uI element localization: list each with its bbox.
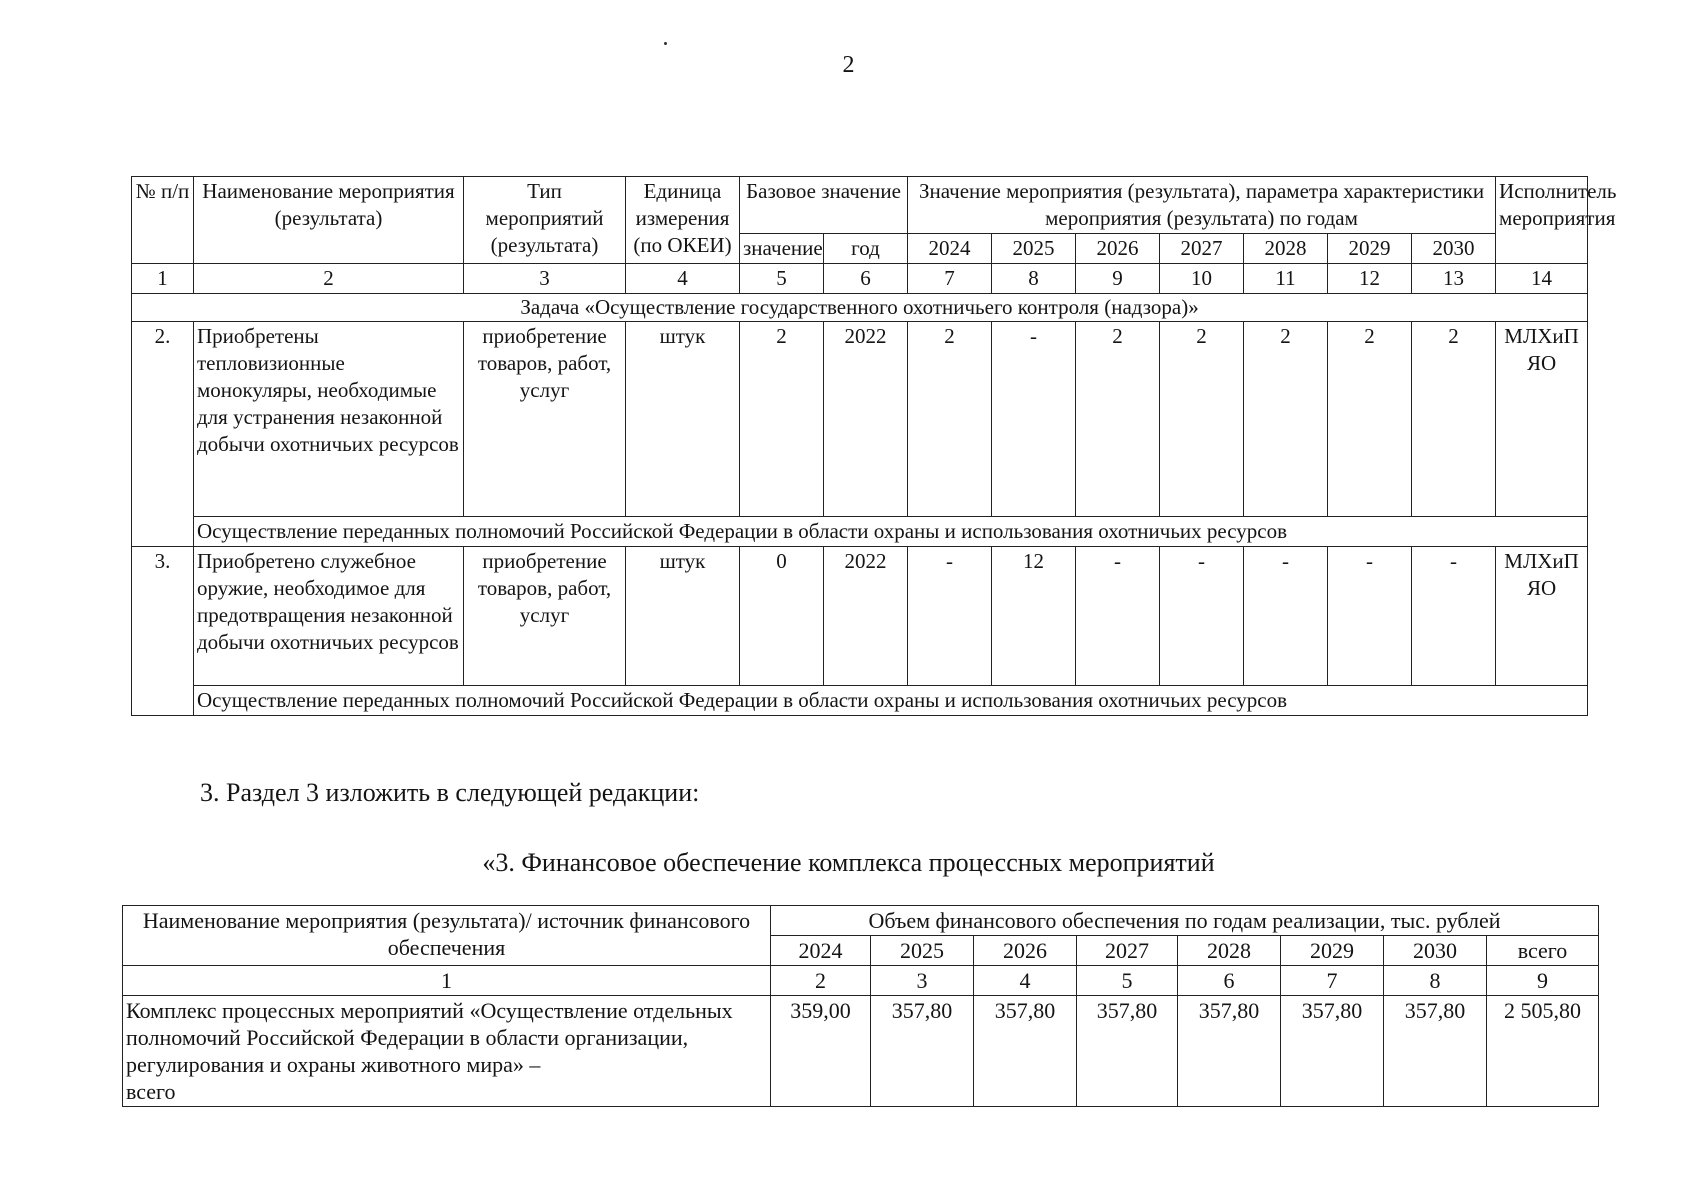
col-header-year: 2029: [1328, 234, 1412, 264]
column-number: 1: [123, 966, 771, 996]
col-header-year: 2027: [1160, 234, 1244, 264]
finance-col-header-year: 2029: [1281, 936, 1384, 966]
finance-value: 357,80: [1178, 996, 1281, 1107]
row-base-year: 2022: [824, 547, 908, 686]
finance-header-row-1: [123, 906, 1599, 936]
column-number: 12: [1328, 264, 1412, 294]
column-number-row: [132, 264, 1588, 294]
column-number: 5: [740, 264, 824, 294]
task-title: Задача «Осуществление государственного охотничьего контроля (надзора)»: [132, 294, 1588, 322]
col-header-name: Наименование мероприятия (результата): [194, 177, 464, 264]
row-executor: МЛХиП ЯО: [1496, 547, 1588, 686]
row-value: -: [908, 547, 992, 686]
row-executor: МЛХиП ЯО: [1496, 322, 1588, 517]
column-number: 11: [1244, 264, 1328, 294]
table-row-note: [132, 517, 1588, 547]
finance-value: 357,80: [1281, 996, 1384, 1107]
table-row-note: [132, 686, 1588, 716]
finance-value: 357,80: [871, 996, 974, 1107]
col-header-year: 2025: [992, 234, 1076, 264]
col-header-executor: Исполнитель мероприятия: [1496, 177, 1588, 264]
row-base-year: 2022: [824, 322, 908, 517]
column-number: 10: [1160, 264, 1244, 294]
finance-column-number-row: [123, 966, 1599, 996]
column-number: 3: [871, 966, 974, 996]
row-name: Приобретены тепловизионные монокуляры, необходимые для устранения незаконной добычи охотничьих ресурсов: [194, 322, 464, 517]
row-value: -: [1412, 547, 1496, 686]
row-value: 2: [1160, 322, 1244, 517]
row-note: Осуществление переданных полномочий Российской Федерации в области охраны и использования охотничьих ресурсов: [194, 686, 1588, 716]
row-value: 2: [1076, 322, 1160, 517]
finance-col-header-year: 2024: [771, 936, 871, 966]
finance-row-name-tail: всего: [126, 1079, 176, 1104]
finance-row-name: [123, 996, 771, 1107]
row-name: Приобретено служебное оружие, необходимое для предотвращения незаконной добычи охотничьих ресурсов: [194, 547, 464, 686]
column-number: 9: [1487, 966, 1599, 996]
column-number: 14: [1496, 264, 1588, 294]
column-number: 8: [1384, 966, 1487, 996]
row-unit: штук: [626, 547, 740, 686]
row-base-value: 0: [740, 547, 824, 686]
col-header-year: 2028: [1244, 234, 1328, 264]
column-number: 6: [1178, 966, 1281, 996]
finance-value: 357,80: [1384, 996, 1487, 1107]
row-base-value: 2: [740, 322, 824, 517]
finance-col-header-total: всего: [1487, 936, 1599, 966]
column-number: 7: [908, 264, 992, 294]
column-number: 4: [974, 966, 1077, 996]
row-value: -: [1244, 547, 1328, 686]
finance-table: [122, 905, 1599, 1107]
finance-row: [123, 996, 1599, 1107]
finance-value: 357,80: [974, 996, 1077, 1107]
finance-col-header-year: 2030: [1384, 936, 1487, 966]
row-value: -: [1076, 547, 1160, 686]
column-number: 5: [1077, 966, 1178, 996]
finance-col-header-name: Наименование мероприятия (результата)/ источник финансового обеспечения: [123, 906, 771, 966]
col-header-year: 2030: [1412, 234, 1496, 264]
col-header-unit: Единица измерения (по ОКЕИ): [626, 177, 740, 264]
results-table: [131, 176, 1617, 716]
row-type: приобретение товаров, работ, услуг: [464, 322, 626, 517]
column-number: 2: [771, 966, 871, 996]
section-title: «3. Финансовое обеспечение комплекса процессных мероприятий: [482, 848, 1215, 877]
column-number: 2: [194, 264, 464, 294]
finance-col-header-year: 2027: [1077, 936, 1178, 966]
col-header-base-value: значение: [740, 234, 824, 264]
row-value: -: [1160, 547, 1244, 686]
row-value: 2: [1328, 322, 1412, 517]
col-header-base: Базовое значение: [740, 177, 908, 234]
amendment-paragraph: 3. Раздел 3 изложить в следующей редакции:: [200, 778, 700, 807]
row-value: 2: [908, 322, 992, 517]
header-row-1: [132, 177, 1588, 234]
column-number: 1: [132, 264, 194, 294]
finance-value: 359,00: [771, 996, 871, 1107]
column-number: 4: [626, 264, 740, 294]
table-row: [132, 322, 1588, 517]
col-header-values-group: Значение мероприятия (результата), параметра характеристики мероприятия (результата) по годам: [908, 177, 1496, 234]
page-number: 2: [842, 52, 855, 78]
col-header-year: 2026: [1076, 234, 1160, 264]
col-header-num: № п/п: [132, 177, 194, 264]
scan-speck: [664, 42, 667, 45]
row-value: 12: [992, 547, 1076, 686]
column-number: 7: [1281, 966, 1384, 996]
row-num: 3.: [132, 547, 194, 716]
finance-col-header-year: 2026: [974, 936, 1077, 966]
column-number: 3: [464, 264, 626, 294]
col-header-base-year: год: [824, 234, 908, 264]
column-number: 6: [824, 264, 908, 294]
row-value: 2: [1412, 322, 1496, 517]
row-value: -: [1328, 547, 1412, 686]
finance-col-header-group: Объем финансового обеспечения по годам реализации, тыс. рублей: [771, 906, 1599, 936]
row-note: Осуществление переданных полномочий Российской Федерации в области охраны и использования охотничьих ресурсов: [194, 517, 1588, 547]
finance-col-header-year: 2028: [1178, 936, 1281, 966]
table-row: [132, 547, 1588, 686]
row-value: 2: [1244, 322, 1328, 517]
finance-col-header-year: 2025: [871, 936, 974, 966]
task-title-row: [132, 294, 1588, 322]
row-num: 2.: [132, 322, 194, 547]
col-header-year: 2024: [908, 234, 992, 264]
col-header-type: Тип мероприятий (результата): [464, 177, 626, 264]
row-value: -: [992, 322, 1076, 517]
finance-value: 357,80: [1077, 996, 1178, 1107]
column-number: 9: [1076, 264, 1160, 294]
row-type: приобретение товаров, работ, услуг: [464, 547, 626, 686]
column-number: 8: [992, 264, 1076, 294]
row-unit: штук: [626, 322, 740, 517]
column-number: 13: [1412, 264, 1496, 294]
finance-row-name-text: Комплекс процессных мероприятий «Осуществление отдельных полномочий Российской Федерации в области организации, регулирования и охраны животного мира» –: [126, 998, 733, 1077]
finance-value-total: 2 505,80: [1487, 996, 1599, 1107]
